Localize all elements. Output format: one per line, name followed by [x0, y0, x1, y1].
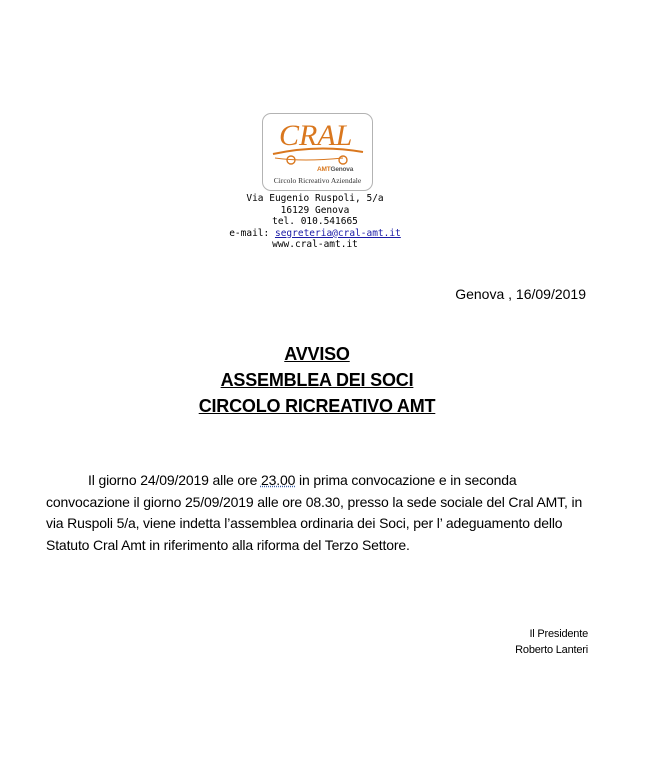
title-circolo: CIRCOLO RICREATIVO AMT: [198, 396, 436, 416]
logo-company-suffix: Genova: [330, 166, 354, 173]
body-part-2: in prima convocazione e in seconda convocazione il giorno 25/09/2019 alle ore 08.30, presso la sede sociale del Cral AMT, in via Ruspoli 5/a, viene indetta l’assemblea ordinaria dei Soci, per l’ adeguamento dello Statuto Cral Amt in riferimento alla riforma del Terzo Settore.: [46, 472, 583, 553]
date-line: Genova , 16/09/2019: [455, 286, 586, 302]
signature-role: Il Presidente: [529, 628, 588, 640]
address-street: Via Eugenio Ruspoli, 5/a: [246, 193, 384, 204]
address-city: 16129 Genova: [280, 204, 350, 216]
body-time: 23.00: [260, 472, 296, 488]
notice-body: [46, 470, 594, 556]
address-website: www.cral-amt.it: [272, 239, 358, 250]
email-label: e-mail:: [229, 227, 270, 239]
title-assemblea: ASSEMBLEA DEI SOCI: [220, 370, 414, 390]
logo-company: [317, 166, 353, 173]
email-link[interactable]: segreteria@cral-amt.it: [274, 227, 401, 239]
logo-subtitle: Circolo Ricreativo Aziendale: [273, 176, 362, 185]
cral-logo: [262, 113, 373, 191]
title-avviso: AVVISO: [284, 344, 350, 364]
logo-company-prefix: AMT: [317, 166, 331, 173]
address-phone: tel. 010.541665: [272, 216, 358, 227]
logo-brand-text: CRAL: [279, 119, 353, 152]
address-email-line: [200, 228, 430, 240]
body-part-1: Il giorno 24/09/2019 alle ore: [88, 472, 261, 488]
address-block: [200, 193, 430, 251]
signature-block: [515, 627, 588, 658]
signature-name: Roberto Lanteri: [515, 643, 588, 656]
